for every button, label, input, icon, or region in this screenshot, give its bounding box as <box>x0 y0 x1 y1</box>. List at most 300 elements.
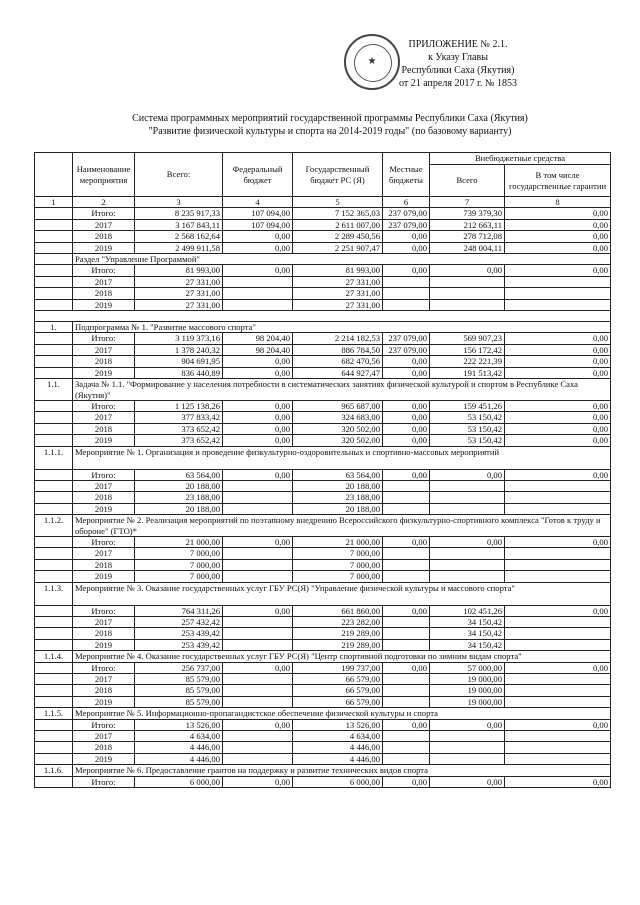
value-cell: 886 784,50 <box>293 344 383 355</box>
value-cell: 324 683,00 <box>293 412 383 423</box>
value-cell: 219 289,00 <box>293 628 383 639</box>
value-cell: 0,00 <box>383 400 430 411</box>
value-cell: 0,00 <box>383 356 430 367</box>
value-cell: 7 000,00 <box>135 548 223 559</box>
value-cell: 0,00 <box>223 412 293 423</box>
row-number <box>35 753 73 764</box>
value-cell: 965 687,00 <box>293 400 383 411</box>
value-cell: 0,00 <box>383 265 430 276</box>
row-label: 2017 <box>73 276 135 287</box>
value-cell: 2 568 162,64 <box>135 231 223 242</box>
header-federal: Федеральный бюджет <box>223 153 293 197</box>
section-row <box>35 651 611 662</box>
value-cell: 223 282,00 <box>293 617 383 628</box>
value-cell <box>430 548 505 559</box>
value-cell: 6 000,00 <box>135 776 223 787</box>
value-cell: 21 000,00 <box>135 536 223 547</box>
value-cell: 0,00 <box>430 536 505 547</box>
value-cell <box>505 276 611 287</box>
value-cell: 8 235 917,33 <box>135 208 223 219</box>
row-label: 2018 <box>73 742 135 753</box>
value-cell: 0,00 <box>223 435 293 446</box>
table-row <box>35 776 611 787</box>
table-row <box>35 480 611 491</box>
value-cell <box>430 753 505 764</box>
value-cell <box>505 731 611 742</box>
value-cell: 0,00 <box>505 219 611 230</box>
row-number <box>35 299 73 310</box>
value-cell <box>383 288 430 299</box>
row-number <box>35 333 73 344</box>
table-row <box>35 208 611 219</box>
value-cell: 53 150,42 <box>430 412 505 423</box>
value-cell: 34 150,42 <box>430 617 505 628</box>
official-seal <box>344 34 400 90</box>
value-cell: 107 094,00 <box>223 219 293 230</box>
row-number <box>35 242 73 253</box>
value-cell: 661 860,00 <box>293 605 383 616</box>
title-line: "Развитие физической культуры и спорта на 2014-2019 годы" (по базовому варианту) <box>148 125 512 137</box>
value-cell <box>383 731 430 742</box>
row-number <box>35 254 73 265</box>
table-row <box>35 242 611 253</box>
row-number <box>35 219 73 230</box>
spacer-row <box>35 311 611 322</box>
value-cell <box>223 628 293 639</box>
row-number <box>35 696 73 707</box>
section-label: Подпрограмма № 1. "Развитие массового спорта" <box>73 322 611 333</box>
row-label: 2019 <box>73 696 135 707</box>
row-label: 2019 <box>73 435 135 446</box>
table-row <box>35 685 611 696</box>
value-cell <box>223 276 293 287</box>
value-cell: 7 000,00 <box>135 559 223 570</box>
value-cell <box>505 503 611 514</box>
value-cell: 0,00 <box>223 265 293 276</box>
row-number: 1.1. <box>35 379 73 401</box>
row-number <box>35 400 73 411</box>
value-cell: 0,00 <box>223 605 293 616</box>
value-cell: 27 331,00 <box>135 276 223 287</box>
value-cell: 66 579,00 <box>293 685 383 696</box>
table-row <box>35 344 611 355</box>
value-cell <box>430 480 505 491</box>
row-number <box>35 639 73 650</box>
row-number: 1.1.5. <box>35 708 73 719</box>
row-label: 2019 <box>73 753 135 764</box>
row-label: 2019 <box>73 571 135 582</box>
value-cell <box>430 742 505 753</box>
value-cell: 4 446,00 <box>293 742 383 753</box>
value-cell: 7 000,00 <box>293 571 383 582</box>
row-number <box>35 503 73 514</box>
section-row <box>35 379 611 401</box>
row-number <box>35 628 73 639</box>
value-cell <box>223 731 293 742</box>
row-label: Итого: <box>73 265 135 276</box>
value-cell: 320 502,00 <box>293 423 383 434</box>
row-label: Итого: <box>73 208 135 219</box>
row-number <box>35 719 73 730</box>
value-cell <box>430 276 505 287</box>
value-cell <box>505 559 611 570</box>
value-cell: 0,00 <box>505 242 611 253</box>
value-cell: 0,00 <box>383 536 430 547</box>
value-cell: 257 432,42 <box>135 617 223 628</box>
table-row <box>35 469 611 480</box>
value-cell <box>430 503 505 514</box>
row-label: 2019 <box>73 367 135 378</box>
value-cell: 0,00 <box>505 265 611 276</box>
value-cell: 2 611 007,00 <box>293 219 383 230</box>
table-row <box>35 231 611 242</box>
header-name: Наименование мероприятия <box>73 153 135 197</box>
value-cell: 53 150,42 <box>430 423 505 434</box>
table-row <box>35 265 611 276</box>
value-cell: 191 513,42 <box>430 367 505 378</box>
table-row <box>35 288 611 299</box>
value-cell: 156 172,42 <box>430 344 505 355</box>
row-label: 2018 <box>73 628 135 639</box>
row-label: Итого: <box>73 333 135 344</box>
table-row <box>35 662 611 673</box>
value-cell: 34 150,42 <box>430 639 505 650</box>
row-label: 2017 <box>73 480 135 491</box>
row-number <box>35 685 73 696</box>
header-extra-total: Всего <box>430 165 505 197</box>
value-cell <box>383 548 430 559</box>
value-cell: 20 188,00 <box>293 480 383 491</box>
table-row <box>35 333 611 344</box>
value-cell <box>383 276 430 287</box>
header-row <box>35 153 611 165</box>
header-number <box>35 153 73 197</box>
value-cell: 0,00 <box>383 435 430 446</box>
row-label: 2019 <box>73 299 135 310</box>
table-row <box>35 356 611 367</box>
column-number: 2 <box>73 197 135 208</box>
value-cell: 23 188,00 <box>135 492 223 503</box>
value-cell: 0,00 <box>505 605 611 616</box>
section-row <box>35 708 611 719</box>
value-cell: 256 737,00 <box>135 662 223 673</box>
value-cell <box>223 288 293 299</box>
value-cell: 0,00 <box>383 242 430 253</box>
row-number <box>35 776 73 787</box>
value-cell: 66 579,00 <box>293 674 383 685</box>
row-number <box>35 231 73 242</box>
value-cell <box>223 674 293 685</box>
value-cell <box>223 503 293 514</box>
row-label: Итого: <box>73 469 135 480</box>
value-cell: 7 000,00 <box>293 559 383 570</box>
section-label: Мероприятие № 2. Реализация мероприятий по поэтапному внедрению Всероссийского физкультурно-спортивного комплекса "Готов к труду и обороне" (ГТО)* <box>73 515 611 537</box>
value-cell: 7 000,00 <box>293 548 383 559</box>
value-cell: 219 289,00 <box>293 639 383 650</box>
value-cell <box>223 548 293 559</box>
value-cell <box>430 559 505 570</box>
row-number <box>35 731 73 742</box>
row-label: 2018 <box>73 356 135 367</box>
value-cell: 0,00 <box>223 400 293 411</box>
value-cell: 0,00 <box>223 536 293 547</box>
row-number <box>35 480 73 491</box>
value-cell: 0,00 <box>505 208 611 219</box>
value-cell: 27 331,00 <box>135 299 223 310</box>
value-cell: 0,00 <box>223 469 293 480</box>
value-cell: 0,00 <box>383 367 430 378</box>
column-numbers-row <box>35 197 611 208</box>
section-row <box>35 446 611 469</box>
header-local: Местные бюджеты <box>383 153 430 197</box>
header-republic: Государственный бюджет РС (Я) <box>293 153 383 197</box>
row-label: 2018 <box>73 288 135 299</box>
value-cell: 0,00 <box>223 231 293 242</box>
value-cell <box>505 571 611 582</box>
value-cell: 66 579,00 <box>293 696 383 707</box>
table-row <box>35 674 611 685</box>
section-row <box>35 582 611 605</box>
value-cell: 19 000,00 <box>430 685 505 696</box>
value-cell: 764 311,26 <box>135 605 223 616</box>
table-row <box>35 639 611 650</box>
row-number <box>35 288 73 299</box>
section-label: Мероприятие № 5. Информационно-пропагандистское обеспечение физической культуры и спорта <box>73 708 611 719</box>
row-number <box>35 559 73 570</box>
row-label: 2019 <box>73 242 135 253</box>
value-cell: 0,00 <box>505 423 611 434</box>
value-cell: 107 094,00 <box>223 208 293 219</box>
row-number <box>35 742 73 753</box>
value-cell: 0,00 <box>505 412 611 423</box>
value-cell <box>383 617 430 628</box>
section-label: Задача № 1.1. "Формирование у населения потребности в систематических занятиях физической культурой и спортом в Республике Саха (Якутия)" <box>73 379 611 401</box>
value-cell <box>430 299 505 310</box>
value-cell: 278 712,08 <box>430 231 505 242</box>
value-cell <box>505 639 611 650</box>
row-label: 2017 <box>73 617 135 628</box>
value-cell: 0,00 <box>383 776 430 787</box>
value-cell: 682 470,56 <box>293 356 383 367</box>
value-cell <box>430 288 505 299</box>
section-label: Мероприятие № 1. Организация и проведение физкультурно-оздоровительных и спортивно-массовых мероприятий <box>73 446 611 469</box>
value-cell: 102 451,26 <box>430 605 505 616</box>
row-label: Итого: <box>73 776 135 787</box>
value-cell: 0,00 <box>223 367 293 378</box>
value-cell <box>223 559 293 570</box>
section-label: Раздел "Управление Программой" <box>73 254 611 265</box>
value-cell: 0,00 <box>383 719 430 730</box>
table-row <box>35 367 611 378</box>
value-cell: 237 079,00 <box>383 208 430 219</box>
value-cell <box>223 696 293 707</box>
row-label: 2017 <box>73 731 135 742</box>
table-row <box>35 559 611 570</box>
row-number <box>35 423 73 434</box>
value-cell: 13 526,00 <box>293 719 383 730</box>
row-label: 2018 <box>73 231 135 242</box>
row-label: 2017 <box>73 674 135 685</box>
table-row <box>35 731 611 742</box>
value-cell <box>383 503 430 514</box>
value-cell <box>505 299 611 310</box>
row-number <box>35 412 73 423</box>
value-cell: 98 204,40 <box>223 333 293 344</box>
value-cell: 27 331,00 <box>293 299 383 310</box>
row-label: 2019 <box>73 639 135 650</box>
value-cell: 57 000,00 <box>430 662 505 673</box>
value-cell: 0,00 <box>383 423 430 434</box>
value-cell <box>383 492 430 503</box>
row-label: 2017 <box>73 548 135 559</box>
value-cell: 0,00 <box>505 400 611 411</box>
value-cell <box>383 696 430 707</box>
value-cell: 81 993,00 <box>293 265 383 276</box>
section-row <box>35 515 611 537</box>
value-cell: 2 499 911,58 <box>135 242 223 253</box>
row-label: 2019 <box>73 503 135 514</box>
value-cell: 4 446,00 <box>135 742 223 753</box>
value-cell <box>505 753 611 764</box>
table-row <box>35 503 611 514</box>
row-label: Итого: <box>73 719 135 730</box>
value-cell: 7 000,00 <box>135 571 223 582</box>
row-number <box>35 571 73 582</box>
value-cell <box>383 674 430 685</box>
value-cell: 0,00 <box>505 344 611 355</box>
value-cell <box>505 685 611 696</box>
value-cell: 20 188,00 <box>135 480 223 491</box>
row-number <box>35 367 73 378</box>
value-cell: 0,00 <box>430 469 505 480</box>
section-row <box>35 254 611 265</box>
value-cell: 373 652,42 <box>135 423 223 434</box>
row-number <box>35 469 73 480</box>
value-cell: 0,00 <box>430 776 505 787</box>
value-cell <box>383 480 430 491</box>
value-cell <box>223 742 293 753</box>
row-number <box>35 605 73 616</box>
document-title <box>60 113 600 138</box>
value-cell: 2 214 182,53 <box>293 333 383 344</box>
table-row <box>35 412 611 423</box>
value-cell: 253 439,42 <box>135 639 223 650</box>
column-number: 4 <box>223 197 293 208</box>
value-cell: 2 251 907,47 <box>293 242 383 253</box>
value-cell: 63 564,00 <box>135 469 223 480</box>
value-cell <box>383 753 430 764</box>
row-number <box>35 674 73 685</box>
value-cell: 27 331,00 <box>135 288 223 299</box>
value-cell <box>505 288 611 299</box>
value-cell: 34 150,42 <box>430 628 505 639</box>
value-cell: 0,00 <box>383 231 430 242</box>
value-cell <box>430 492 505 503</box>
column-number: 7 <box>430 197 505 208</box>
value-cell: 0,00 <box>383 605 430 616</box>
row-label: 2018 <box>73 559 135 570</box>
row-number <box>35 265 73 276</box>
value-cell: 0,00 <box>223 662 293 673</box>
value-cell: 0,00 <box>223 423 293 434</box>
value-cell: 237 079,00 <box>383 219 430 230</box>
value-cell: 85 579,00 <box>135 685 223 696</box>
value-cell: 1 378 240,32 <box>135 344 223 355</box>
value-cell: 6 000,00 <box>293 776 383 787</box>
value-cell: 7 152 365,03 <box>293 208 383 219</box>
value-cell <box>223 480 293 491</box>
value-cell: 1 125 138,26 <box>135 400 223 411</box>
row-label: 2017 <box>73 219 135 230</box>
column-number: 5 <box>293 197 383 208</box>
appendix-header <box>398 38 518 90</box>
section-row <box>35 322 611 333</box>
value-cell: 23 188,00 <box>293 492 383 503</box>
value-cell <box>383 571 430 582</box>
value-cell <box>505 617 611 628</box>
seal-star-icon: ★ <box>367 56 377 67</box>
row-label: Итого: <box>73 536 135 547</box>
table-row <box>35 617 611 628</box>
value-cell: 199 737,00 <box>293 662 383 673</box>
value-cell: 85 579,00 <box>135 696 223 707</box>
table-row <box>35 299 611 310</box>
section-label: Мероприятие № 6. Предоставление грантов на поддержку и развитие технических видов спорта <box>73 765 611 776</box>
header-extra-guarantees: В том числе государственные гарантии <box>505 165 611 197</box>
value-cell: 0,00 <box>430 265 505 276</box>
value-cell <box>505 674 611 685</box>
value-cell: 19 000,00 <box>430 696 505 707</box>
value-cell: 0,00 <box>505 469 611 480</box>
value-cell <box>223 617 293 628</box>
value-cell: 53 150,42 <box>430 435 505 446</box>
table-row <box>35 628 611 639</box>
value-cell: 4 446,00 <box>135 753 223 764</box>
row-label: 2017 <box>73 344 135 355</box>
column-number: 3 <box>135 197 223 208</box>
value-cell <box>223 753 293 764</box>
appendix-line: от 21 апреля 2017 г. № 1853 <box>399 78 517 89</box>
value-cell: 212 663,11 <box>430 219 505 230</box>
value-cell <box>223 639 293 650</box>
value-cell <box>430 731 505 742</box>
value-cell <box>505 742 611 753</box>
row-number: 1.1.1. <box>35 446 73 469</box>
value-cell: 0,00 <box>430 719 505 730</box>
spacer-cell <box>35 311 611 322</box>
table-row <box>35 742 611 753</box>
appendix-line: ПРИЛОЖЕНИЕ № 2.1. <box>408 39 508 50</box>
row-number <box>35 344 73 355</box>
row-label: 2018 <box>73 423 135 434</box>
value-cell <box>383 742 430 753</box>
value-cell: 0,00 <box>505 776 611 787</box>
appendix-line: к Указу Главы <box>428 52 488 63</box>
table-row <box>35 719 611 730</box>
value-cell: 27 331,00 <box>293 276 383 287</box>
row-number <box>35 435 73 446</box>
value-cell: 20 188,00 <box>293 503 383 514</box>
value-cell: 0,00 <box>223 242 293 253</box>
table-row <box>35 605 611 616</box>
value-cell: 0,00 <box>383 662 430 673</box>
header-total: Всего: <box>135 153 223 197</box>
value-cell: 644 927,47 <box>293 367 383 378</box>
value-cell: 4 446,00 <box>293 753 383 764</box>
section-label: Мероприятие № 4. Оказание государственных услуг ГБУ РС(Я) "Центр спортивной подготовки по зимним видам спорта" <box>73 651 611 662</box>
value-cell <box>430 571 505 582</box>
value-cell: 21 000,00 <box>293 536 383 547</box>
